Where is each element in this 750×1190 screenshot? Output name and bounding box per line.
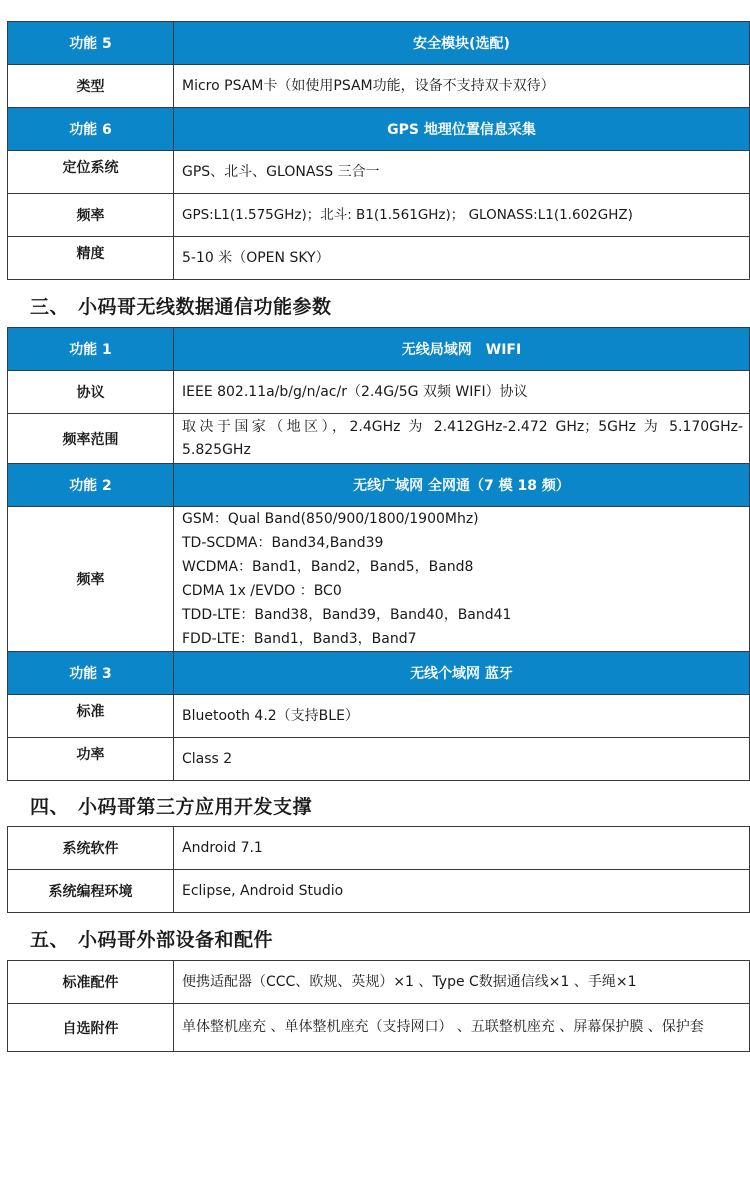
section-heading	[30, 792, 312, 819]
table-row	[8, 738, 750, 781]
row-value: GPS:L1(1.575GHz)；北斗: B1(1.561GHz)； GLONASS:L1(1.602GHZ)	[174, 194, 750, 237]
row-value: Micro PSAM卡（如使用PSAM功能，设备不支持双卡双待）	[174, 65, 750, 108]
section-heading	[30, 292, 332, 319]
row-value: 单体整机座充 、单体整机座充（支持网口） 、五联整机座充 、屏幕保护膜 、保护套	[174, 1004, 750, 1052]
feature-label: 功能 2	[8, 464, 174, 507]
table-row	[8, 1004, 750, 1052]
row-label: 精度	[8, 237, 174, 280]
table-row	[8, 507, 750, 652]
feature-title: 无线广域网 全网通（7 模 18 频）	[174, 464, 750, 507]
band-line: TD-SCDMA：Band34,Band39	[182, 535, 384, 551]
spec-table-accessories	[7, 960, 750, 1052]
table-row	[8, 961, 750, 1004]
band-line: CDMA 1x /EVDO ：BC0	[182, 583, 342, 599]
feature-title: 无线局域网 WIFI	[174, 328, 750, 371]
table-header-row	[8, 22, 750, 65]
row-value: Bluetooth 4.2（支持BLE）	[174, 695, 750, 738]
section-title: 小码哥第三方应用开发支撑	[78, 796, 313, 818]
row-label: 协议	[8, 371, 174, 414]
table-row	[8, 827, 750, 870]
row-label: 标准配件	[8, 961, 174, 1004]
section-number: 五、	[30, 929, 70, 951]
row-label: 系统编程环境	[8, 870, 174, 913]
feature-title: 安全模块(选配)	[174, 22, 750, 65]
row-value: Android 7.1	[174, 827, 750, 870]
spec-table-gps	[7, 21, 750, 280]
table-row	[8, 237, 750, 280]
row-label: 自选附件	[8, 1004, 174, 1052]
row-value: 取决于国家（地区），2.4GHz 为 2.412GHz-2.472 GHz；5GHz 为 5.170GHz-5.825GHz	[174, 414, 750, 464]
row-label: 定位系统	[8, 151, 174, 194]
table-row	[8, 371, 750, 414]
table-row	[8, 870, 750, 913]
band-line: WCDMA：Band1，Band2，Band5，Band8	[182, 559, 474, 575]
section-title: 小码哥外部设备和配件	[78, 929, 274, 951]
section-number: 三、	[30, 296, 70, 318]
row-label: 功率	[8, 738, 174, 781]
row-value: IEEE 802.11a/b/g/n/ac/r（2.4G/5G 双频 WIFI）协议	[174, 371, 750, 414]
table-header-row	[8, 464, 750, 507]
row-label: 类型	[8, 65, 174, 108]
table-row	[8, 414, 750, 464]
row-value: GPS、北斗、GLONASS 三合一	[174, 151, 750, 194]
section-heading	[30, 925, 273, 952]
table-row	[8, 65, 750, 108]
row-value: 5-10 米（OPEN SKY）	[174, 237, 750, 280]
row-label: 频率范围	[8, 414, 174, 464]
table-header-row	[8, 652, 750, 695]
feature-title: GPS 地理位置信息采集	[174, 108, 750, 151]
feature-label: 功能 1	[8, 328, 174, 371]
spec-table-wireless	[7, 327, 750, 781]
row-value: Eclipse, Android Studio	[174, 870, 750, 913]
row-value: Class 2	[174, 738, 750, 781]
band-line: GSM：Qual Band(850/900/1800/1900Mhz)	[182, 511, 479, 527]
feature-label: 功能 3	[8, 652, 174, 695]
feature-title: 无线个域网 蓝牙	[174, 652, 750, 695]
row-label: 频率	[8, 507, 174, 652]
section-number: 四、	[30, 796, 70, 818]
table-row	[8, 695, 750, 738]
table-header-row	[8, 108, 750, 151]
table-row	[8, 151, 750, 194]
feature-label: 功能 6	[8, 108, 174, 151]
row-label: 频率	[8, 194, 174, 237]
feature-label: 功能 5	[8, 22, 174, 65]
row-value	[174, 507, 750, 652]
band-line: TDD-LTE：Band38，Band39，Band40，Band41	[182, 607, 512, 623]
row-value: 便携适配器（CCC、欧规、英规）×1 、Type C数据通信线×1 、手绳×1	[174, 961, 750, 1004]
row-label: 系统软件	[8, 827, 174, 870]
row-label: 标准	[8, 695, 174, 738]
table-row	[8, 194, 750, 237]
spec-table-development	[7, 826, 750, 913]
section-title: 小码哥无线数据通信功能参数	[78, 296, 332, 318]
table-header-row	[8, 328, 750, 371]
band-line: FDD-LTE：Band1，Band3，Band7	[182, 631, 417, 647]
